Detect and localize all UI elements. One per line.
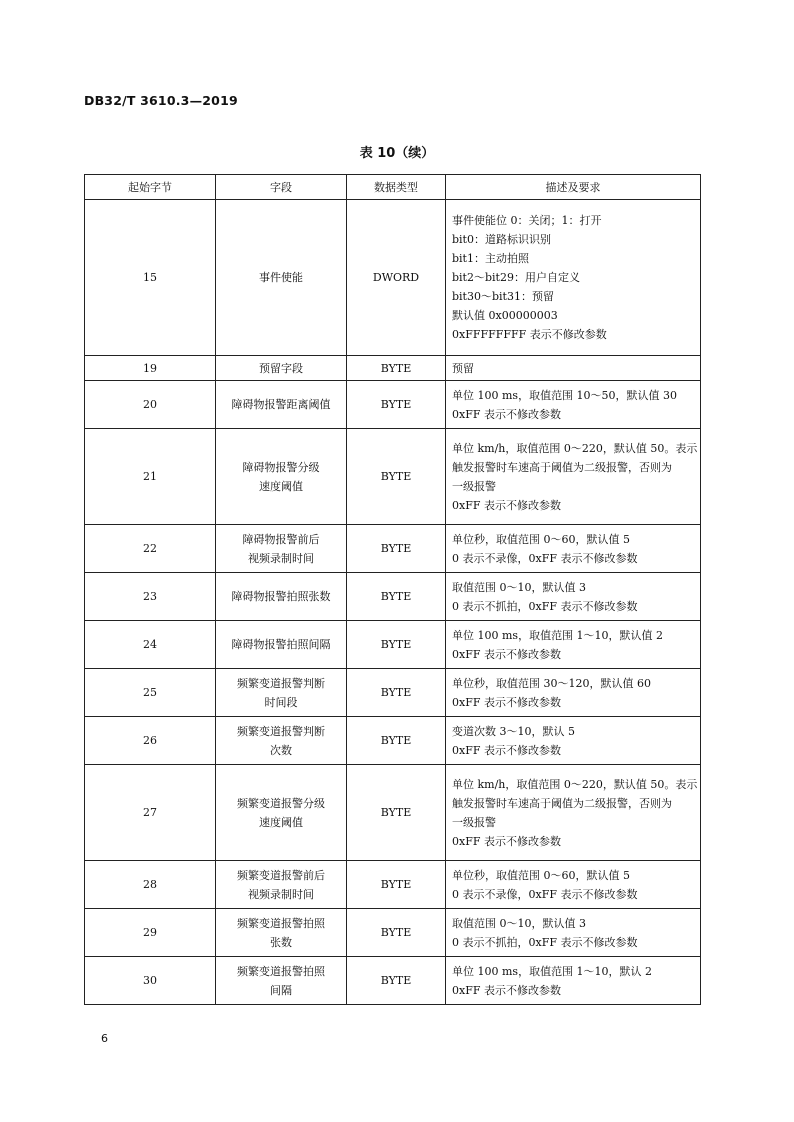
table-row xyxy=(85,573,701,621)
cell-description xyxy=(446,525,701,573)
description-line: 0xFF 表示不修改参数 xyxy=(452,407,561,421)
description-line: 预留 xyxy=(452,361,474,375)
description-line: 0 表示不录像，0xFF 表示不修改参数 xyxy=(452,887,638,901)
cell-description xyxy=(446,717,701,765)
description-line: 单位 100 ms，取值范围 1～10，默认值 2 xyxy=(452,628,664,642)
description-line: 取值范围 0～10，默认值 3 xyxy=(452,916,586,930)
cell-data-type: BYTE xyxy=(347,429,446,525)
description-line: 0xFF 表示不修改参数 xyxy=(452,498,561,512)
description-line: bit2～bit29：用户自定义 xyxy=(452,271,580,284)
table-row xyxy=(85,669,701,717)
cell-start-byte: 20 xyxy=(85,381,216,429)
table-title: 表 10（续） xyxy=(359,146,435,161)
description-line: 单位 km/h，取值范围 0～220，默认值 50。表示 xyxy=(452,441,698,455)
cell-field xyxy=(216,525,347,573)
cell-description xyxy=(446,909,701,957)
description-line: 取值范围 0～10，默认值 3 xyxy=(452,580,586,594)
parameter-table xyxy=(84,174,701,1005)
field-line: 视频录制时间 xyxy=(248,551,314,565)
table-body xyxy=(85,200,701,1005)
field-line: 时间段 xyxy=(264,695,298,709)
field-line: 速度阈值 xyxy=(259,479,303,493)
column-header-start-byte: 起始字节 xyxy=(85,175,216,200)
cell-field xyxy=(216,861,347,909)
table-row xyxy=(85,621,701,669)
cell-description xyxy=(446,573,701,621)
cell-data-type: BYTE xyxy=(347,381,446,429)
field-line: 间隔 xyxy=(270,983,292,997)
description-line: 单位 km/h，取值范围 0～220，默认值 50。表示 xyxy=(452,777,698,791)
cell-data-type: BYTE xyxy=(347,957,446,1005)
cell-start-byte: 26 xyxy=(85,717,216,765)
cell-field xyxy=(216,381,347,429)
field-line: 速度阈值 xyxy=(259,815,303,829)
description-line: 一级报警 xyxy=(452,815,496,829)
description-line: 一级报警 xyxy=(452,479,496,493)
cell-data-type: BYTE xyxy=(347,573,446,621)
cell-description xyxy=(446,381,701,429)
cell-field xyxy=(216,200,347,356)
field-line: 张数 xyxy=(270,935,292,949)
description-line: 0xFF 表示不修改参数 xyxy=(452,834,561,848)
table-row xyxy=(85,200,701,356)
cell-data-type: BYTE xyxy=(347,621,446,669)
cell-start-byte: 24 xyxy=(85,621,216,669)
cell-start-byte: 21 xyxy=(85,429,216,525)
field-line: 频繁变道报警判断 xyxy=(237,724,325,738)
cell-start-byte: 28 xyxy=(85,861,216,909)
cell-description xyxy=(446,200,701,356)
description-line: 0 表示不录像，0xFF 表示不修改参数 xyxy=(452,551,638,565)
cell-description xyxy=(446,957,701,1005)
cell-start-byte: 19 xyxy=(85,356,216,381)
cell-description xyxy=(446,861,701,909)
field-line: 预留字段 xyxy=(259,361,303,375)
description-line: 事件使能位 0：关闭；1：打开 xyxy=(452,214,602,227)
cell-field xyxy=(216,669,347,717)
description-line: 单位秒，取值范围 0～60，默认值 5 xyxy=(452,532,630,546)
cell-description xyxy=(446,765,701,861)
field-line: 障碍物报警拍照间隔 xyxy=(231,638,331,651)
field-line: 障碍物报警距离阈值 xyxy=(231,398,331,411)
cell-field xyxy=(216,717,347,765)
table-row xyxy=(85,861,701,909)
table-row xyxy=(85,525,701,573)
cell-data-type: BYTE xyxy=(347,525,446,573)
cell-start-byte: 23 xyxy=(85,573,216,621)
field-line: 频繁变道报警拍照 xyxy=(237,916,325,930)
description-line: 单位 100 ms，取值范围 1～10，默认 2 xyxy=(452,964,653,978)
table-row xyxy=(85,957,701,1005)
cell-data-type: BYTE xyxy=(347,909,446,957)
cell-field xyxy=(216,765,347,861)
description-line: 单位秒，取值范围 0～60，默认值 5 xyxy=(452,868,630,882)
field-line: 障碍物报警前后 xyxy=(242,532,320,546)
table-header-row xyxy=(85,175,701,200)
cell-field xyxy=(216,909,347,957)
description-line: 触发报警时车速高于阈值为二级报警，否则为 xyxy=(452,460,672,474)
cell-field xyxy=(216,356,347,381)
description-line: 0 表示不抓拍，0xFF 表示不修改参数 xyxy=(452,935,638,949)
field-line: 次数 xyxy=(270,743,292,757)
cell-start-byte: 22 xyxy=(85,525,216,573)
field-line: 频繁变道报警判断 xyxy=(237,676,325,690)
cell-data-type: BYTE xyxy=(347,765,446,861)
description-line: 触发报警时车速高于阈值为二级报警，否则为 xyxy=(452,796,672,810)
field-line: 障碍物报警分级 xyxy=(242,460,320,474)
description-line: 0xFF 表示不修改参数 xyxy=(452,647,561,661)
table-row xyxy=(85,765,701,861)
field-line: 频繁变道报警分级 xyxy=(237,796,325,810)
cell-start-byte: 30 xyxy=(85,957,216,1005)
cell-description xyxy=(446,621,701,669)
field-line: 视频录制时间 xyxy=(248,887,314,901)
cell-data-type: BYTE xyxy=(347,356,446,381)
cell-start-byte: 15 xyxy=(85,200,216,356)
table-row xyxy=(85,381,701,429)
cell-start-byte: 25 xyxy=(85,669,216,717)
field-line: 频繁变道报警前后 xyxy=(237,868,325,882)
field-line: 频繁变道报警拍照 xyxy=(237,964,325,978)
cell-start-byte: 27 xyxy=(85,765,216,861)
table-row xyxy=(85,356,701,381)
description-line: 0xFF 表示不修改参数 xyxy=(452,983,561,997)
table-row xyxy=(85,909,701,957)
cell-field xyxy=(216,429,347,525)
table-row xyxy=(85,429,701,525)
cell-field xyxy=(216,957,347,1005)
cell-description xyxy=(446,429,701,525)
cell-description xyxy=(446,669,701,717)
description-line: 0xFF 表示不修改参数 xyxy=(452,695,561,709)
cell-field xyxy=(216,621,347,669)
field-line: 事件使能 xyxy=(259,271,303,284)
cell-data-type: BYTE xyxy=(347,717,446,765)
cell-field xyxy=(216,573,347,621)
description-line: 单位秒，取值范围 30～120，默认值 60 xyxy=(452,676,651,690)
cell-start-byte: 29 xyxy=(85,909,216,957)
description-line: bit1：主动拍照 xyxy=(452,252,529,265)
document-id: DB32/T 3610.3—2019 xyxy=(84,93,238,108)
description-line: 0 表示不抓拍，0xFF 表示不修改参数 xyxy=(452,599,638,613)
description-line: bit0：道路标识识别 xyxy=(452,233,551,246)
description-line: 0xFF 表示不修改参数 xyxy=(452,743,561,757)
cell-description xyxy=(446,356,701,381)
description-line: 0xFFFFFFFF 表示不修改参数 xyxy=(452,328,607,341)
description-line: 默认值 0x00000003 xyxy=(452,309,558,322)
description-line: 单位 100 ms，取值范围 10～50，默认值 30 xyxy=(452,388,678,402)
column-header-data-type: 数据类型 xyxy=(347,175,446,200)
page-number: 6 xyxy=(101,1032,108,1045)
cell-data-type: DWORD xyxy=(347,200,446,356)
cell-data-type: BYTE xyxy=(347,669,446,717)
column-header-field: 字段 xyxy=(216,175,347,200)
description-line: bit30～bit31：预留 xyxy=(452,290,554,303)
table-row xyxy=(85,717,701,765)
cell-data-type: BYTE xyxy=(347,861,446,909)
description-line: 变道次数 3～10，默认 5 xyxy=(452,724,575,738)
field-line: 障碍物报警拍照张数 xyxy=(231,590,331,603)
column-header-description: 描述及要求 xyxy=(446,175,701,200)
